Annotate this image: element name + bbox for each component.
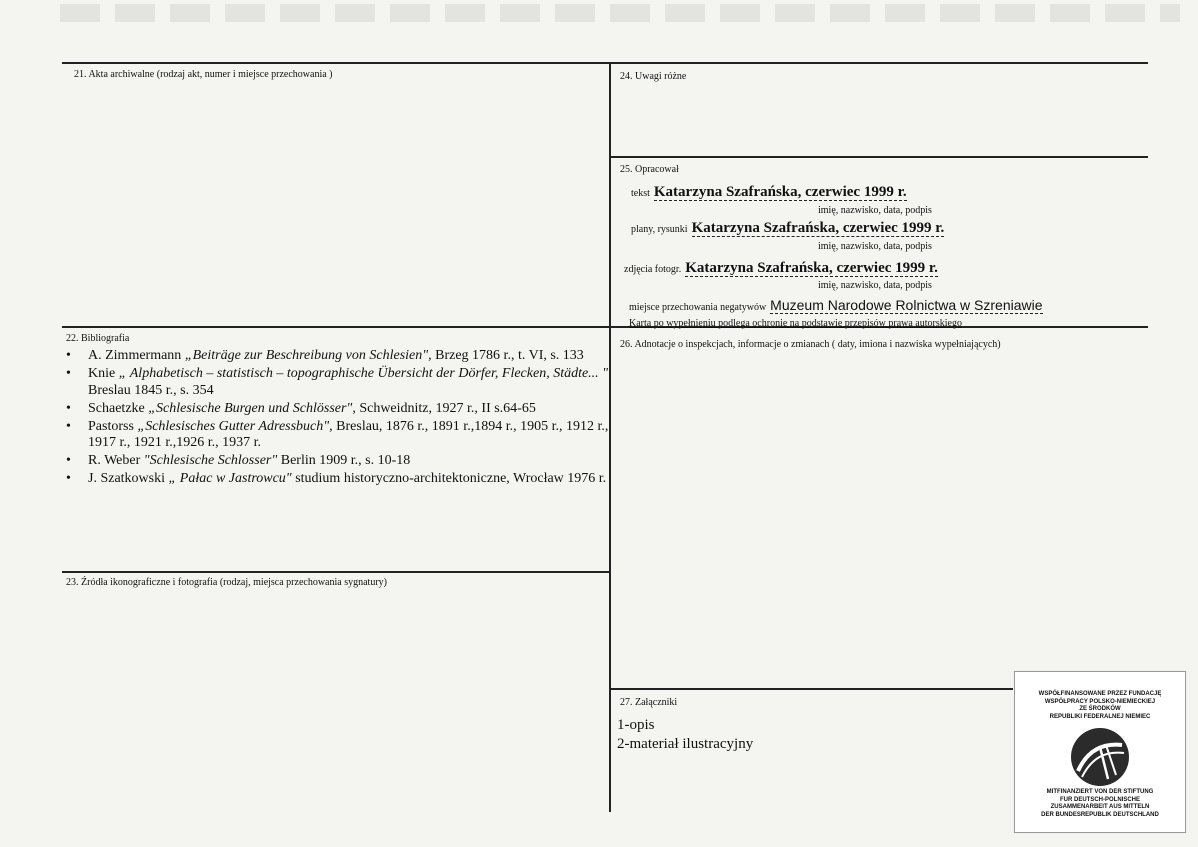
bibliography-item: • J. Szatkowski „ Pałac w Jastrowcu" studium historyczno-architektoniczne, Wrocław 1976 r.: [66, 471, 611, 488]
stamp-polish-text: WSPÓŁFINANSOWANE PRZEZ FUNDACJĘ WSPÓŁPRACY POLSKO-NIEMIECKIEJ ZE ŚRODKÓW REPUBLIKI FEDERALNEJ NIEMIEC: [1038, 691, 1162, 720]
bibliography-item: • Knie „ Alphabetisch – statistisch – topographische Übersicht der Dörfer, Flecken, Städte... " Breslau 1845 r., s. 354: [66, 366, 611, 399]
section-25-label: 25. Opracował: [620, 164, 679, 175]
top-rule: [62, 62, 1148, 64]
section-24-label: 24. Uwagi różne: [620, 71, 687, 82]
prepared-plans-label: plany, rysunki: [631, 224, 688, 235]
attachment-item: 2-materiał ilustracyjny: [617, 736, 754, 752]
negatives-row: [629, 297, 1043, 315]
bibliography-list: [66, 348, 611, 489]
attachment-item: 1-opis: [617, 717, 655, 733]
foundation-stamp: [1014, 671, 1186, 833]
stamp-german-text: MITFINANZIERT VON DER STIFTUNG FUR DEUTSCH-POLNISCHE ZUSAMMENARBEIT AUS MITTELN DER BUNDESREPUBLIK DEUTSCHLAND: [1041, 789, 1159, 818]
prepared-text-value: Katarzyna Szafrańska, czerwiec 1999 r.: [653, 184, 907, 200]
bibliography-item: • Schaetzke „Schlesische Burgen und Schlösser", Schweidnitz, 1927 r., II s.64-65: [66, 401, 611, 418]
section-23-label: 23. Źródła ikonograficzne i fotografia (rodzaj, miejsca przechowania sygnatury): [66, 577, 387, 588]
prepared-text-row: [631, 183, 907, 201]
signature-caption: imię, nazwisko, data, podpis: [818, 205, 932, 216]
section-21-label: 21. Akta archiwalne (rodzaj akt, numer i miejsce przechowania ): [74, 69, 333, 80]
section-22-label: 22. Bibliografia: [66, 333, 130, 344]
prepared-plans-value: Katarzyna Szafrańska, czerwiec 1999 r.: [691, 220, 945, 236]
rule-22-23: [62, 571, 611, 573]
negatives-label: miejsce przechowania negatywów: [629, 302, 767, 313]
prepared-photos-label: zdjęcia fotogr.: [624, 264, 682, 275]
foundation-logo-icon: [1070, 727, 1130, 787]
negatives-value: Muzeum Narodowe Rolnictwa w Szreniawie: [770, 297, 1043, 313]
copyright-note: Karta po wypełnieniu podlega ochronie na podstawie przepisów prawa autorskiego: [629, 318, 962, 329]
signature-caption: imię, nazwisko, data, podpis: [818, 241, 932, 252]
bibliography-item: • R. Weber "Schlesische Schlosser" Berlin 1909 r., s. 10-18: [66, 453, 611, 470]
section-26-label: 26. Adnotacje o inspekcjach, informacje o zmianach ( daty, imiona i nazwiska wypełniających): [620, 339, 1001, 350]
prepared-text-label: tekst: [631, 188, 650, 199]
bleed-through: [60, 4, 1180, 22]
section-27-label: 27. Załączniki: [620, 697, 678, 708]
prepared-photos-value: Katarzyna Szafrańska, czerwiec 1999 r.: [685, 260, 938, 276]
prepared-plans-row: [631, 219, 944, 237]
prepared-photos-row: [624, 259, 938, 277]
rule-middle: [62, 326, 1148, 328]
rule-26-27: [611, 688, 1013, 690]
bibliography-item: • A. Zimmermann „Beiträge zur Beschreibung von Schlesien", Brzeg 1786 r., t. VI, s. 133: [66, 348, 611, 365]
bibliography-item: • Pastorss „Schlesisches Gutter Adressbuch", Breslau, 1876 r., 1891 r.,1894 r., 1905 r., 1912 r., 1917 r., 1921 r.,1926 r., 1937 r.: [66, 419, 611, 452]
rule-24-25: [611, 156, 1148, 158]
signature-caption: imię, nazwisko, data, podpis: [818, 280, 932, 291]
